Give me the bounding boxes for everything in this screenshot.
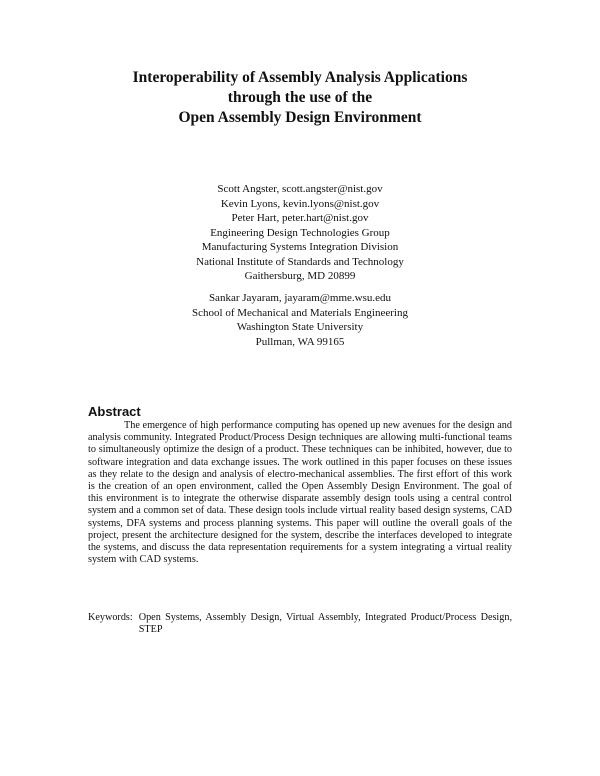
author-line: Peter Hart, peter.hart@nist.gov — [231, 212, 369, 224]
title-line-2: through the use of the — [227, 89, 373, 106]
author-line: Sankar Jayaram, jayaram@mme.wsu.edu — [208, 292, 392, 304]
affiliation-line: Engineering Design Technologies Group — [210, 226, 390, 239]
author-line: Kevin Lyons, kevin.lyons@nist.gov — [220, 197, 380, 210]
affiliation-line: Manufacturing Systems Integration Division — [201, 241, 399, 253]
author-block-wsu — [100, 291, 500, 349]
affiliation-line: School of Mechanical and Materials Engineering — [192, 306, 408, 319]
abstract-body: The emergence of high performance computing has opened up new avenues for the design and analysis community. Integrated Product/Process Design techniques are allowing multi-functional teams to simultaneously optimize the design of a product. These techniques can be inhibited, however, due to software integration and data exchange issues. The work outlined in this paper focuses on these issues as they relate to the design and analysis of electro-mechanical assemblies. The first effort of this work is the creation of an open environment, called the Open Assembly Design Environment. The goal of this environment is to integrate the otherwise disparate assembly design tools using a central control system and a common set of data. These design tools include virtual reality based design systems, CAD systems, DFA systems and process planning systems. This paper will outline the overall goals of the project, present the architecture designed for the system, describe the interfaces developed to integrate the systems, and discuss the data representation requirements for a system integrating a virtual reality system with CAD systems. — [88, 420, 512, 566]
keywords-label: Keywords: — [88, 612, 133, 623]
address-line: Pullman, WA 99165 — [255, 335, 345, 348]
author-line: Scott Angster, scott.angster@nist.gov — [217, 183, 383, 195]
address-line: Gaithersburg, MD 20899 — [244, 270, 356, 282]
title-line-3: Open Assembly Design Environment — [178, 109, 422, 126]
author-block-nist — [100, 182, 500, 284]
paper-title — [60, 68, 540, 128]
abstract-heading: Abstract — [88, 404, 141, 419]
affiliation-line: Washington State University — [236, 321, 364, 333]
title-line-1: Interoperability of Assembly Analysis Applications — [132, 69, 468, 86]
keywords-text: Open Systems, Assembly Design, Virtual Assembly, Integrated Product/Process Design, STEP — [138, 612, 512, 636]
affiliation-line: National Institute of Standards and Technology — [196, 255, 404, 268]
keywords — [88, 612, 512, 636]
